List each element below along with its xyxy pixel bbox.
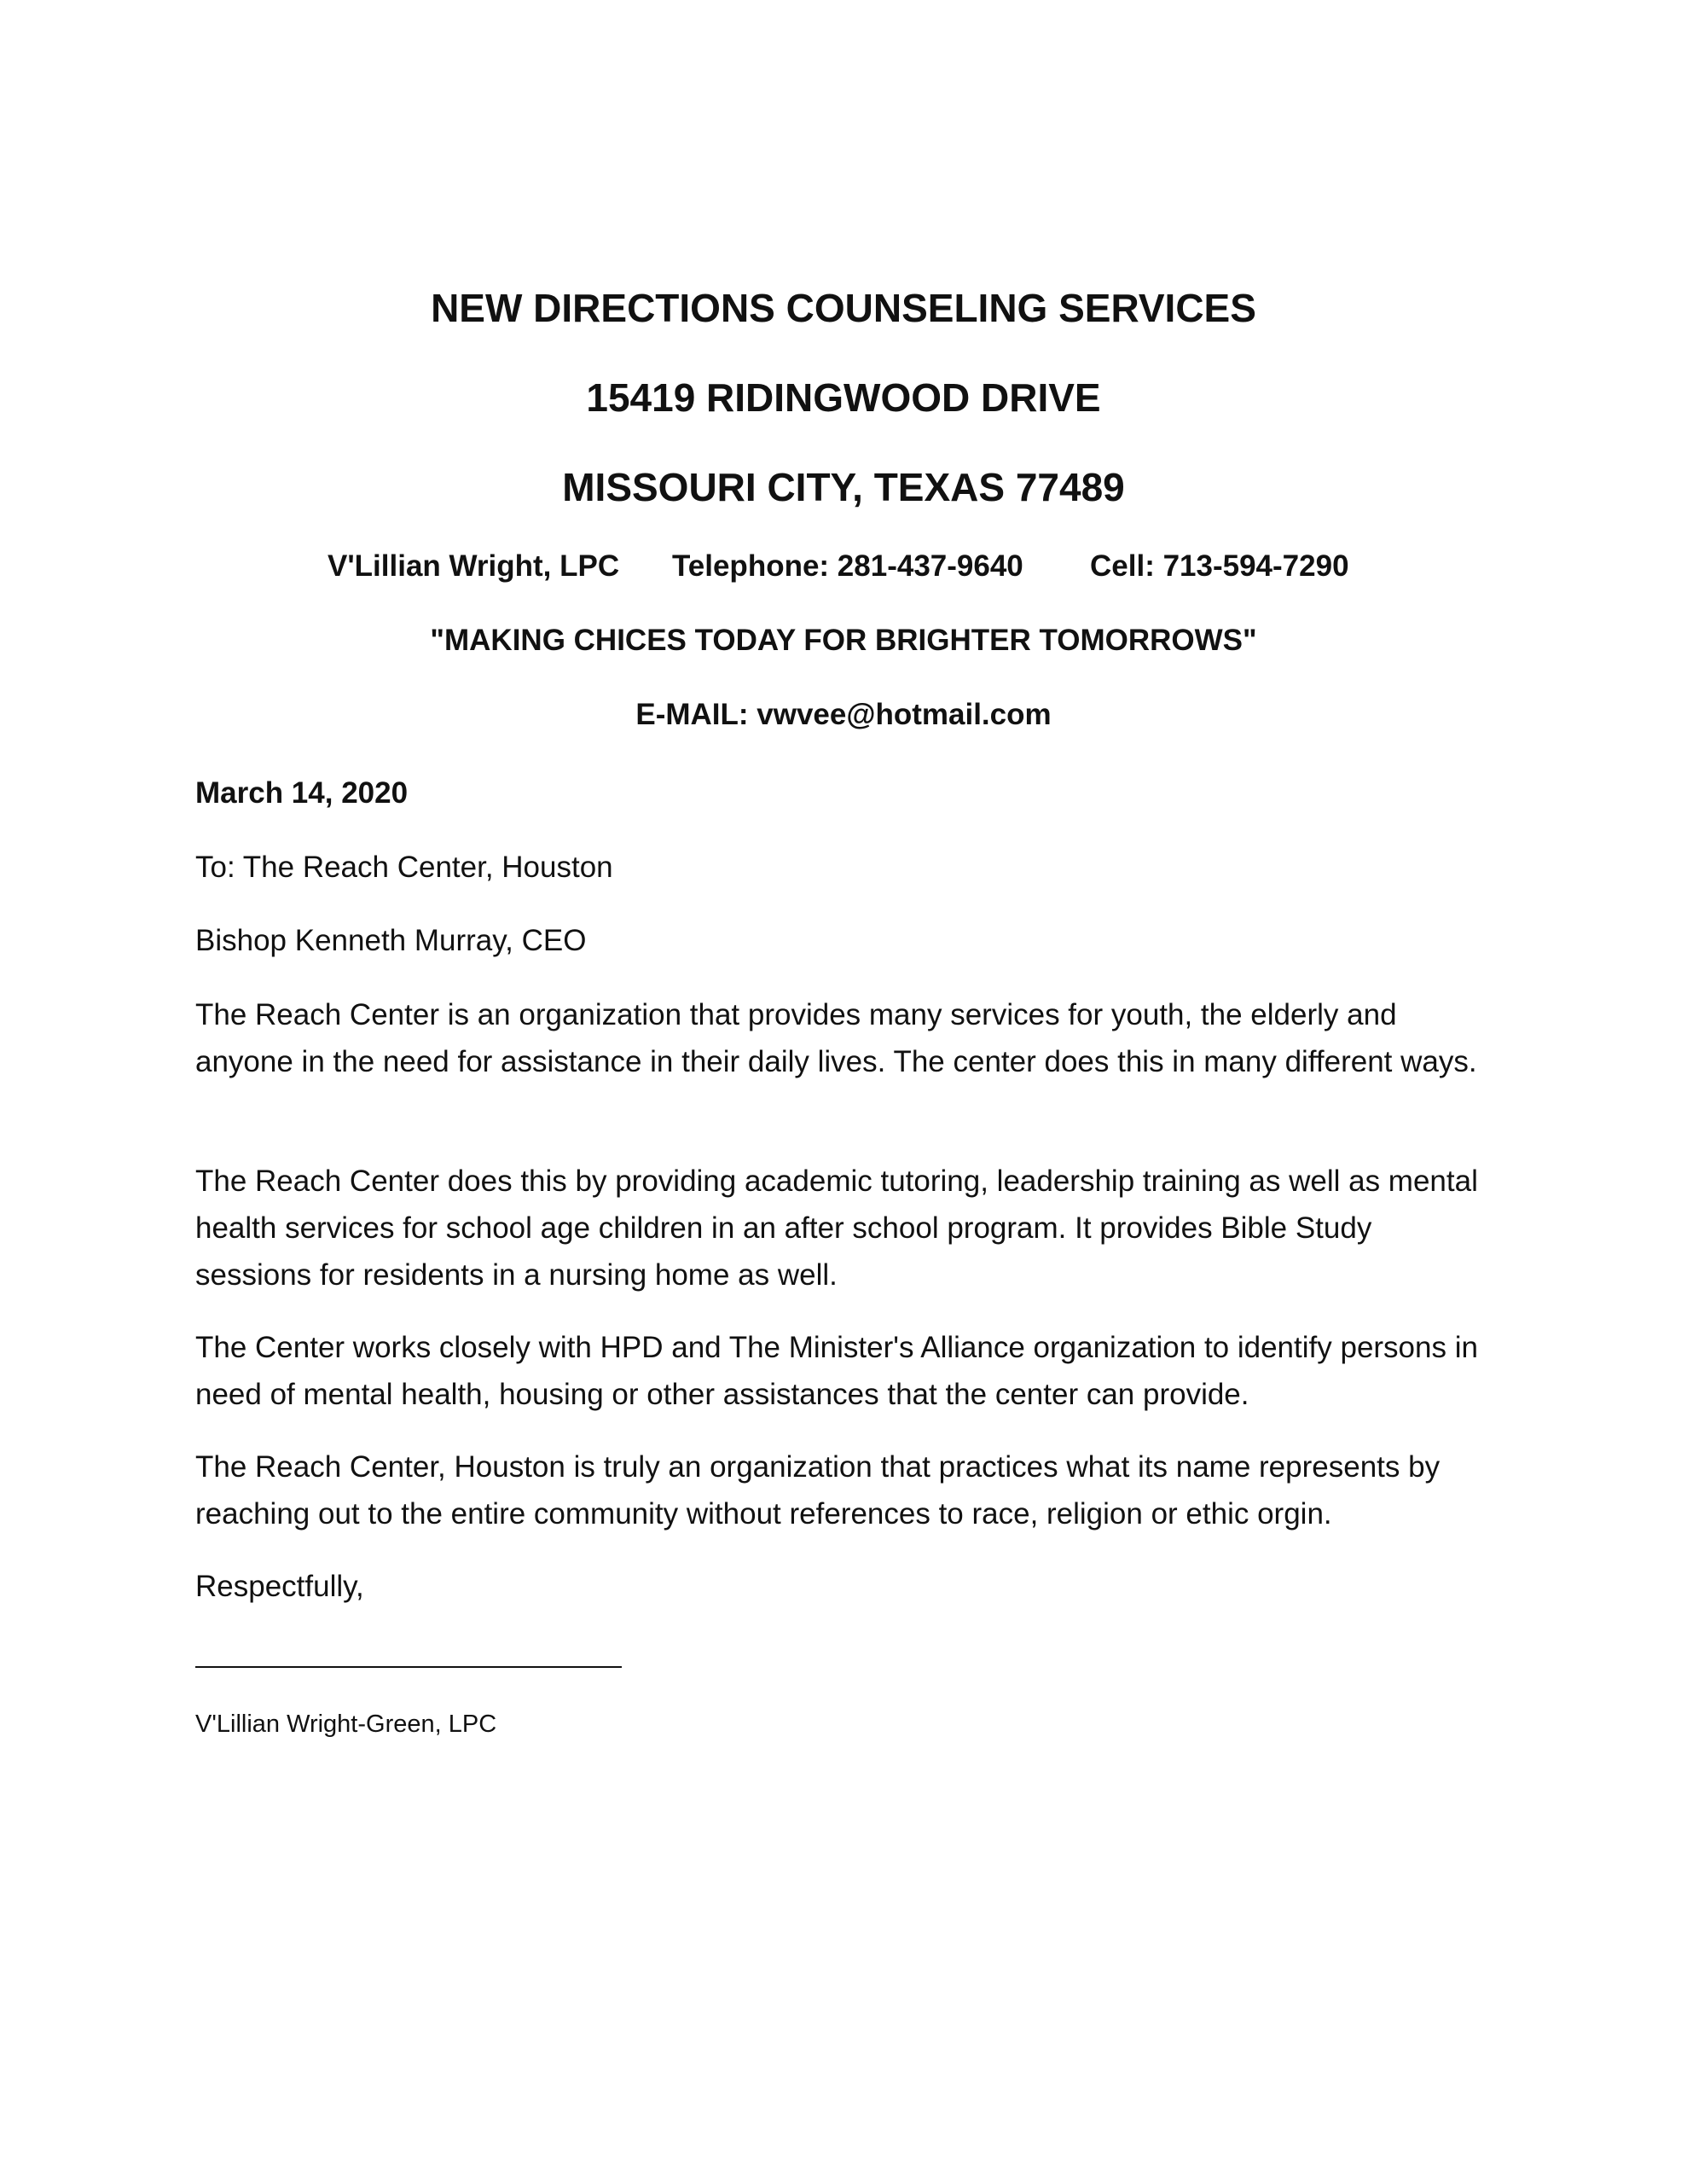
cell-number: Cell: 713-594-7290 xyxy=(1090,549,1349,583)
city-state-zip: MISSOURI CITY, TEXAS 77489 xyxy=(562,465,1125,509)
signature-name: V'Lillian Wright-Green, LPC xyxy=(195,1711,497,1738)
motto: "MAKING CHICES TODAY FOR BRIGHTER TOMORROWS" xyxy=(430,624,1257,657)
street-address: 15419 RIDINGWOOD DRIVE xyxy=(586,375,1101,420)
paragraph-3: The Center works closely with HPD and The Minister's Alliance organization to identify persons in need of mental health, housing or other assistances that the center can provide. xyxy=(195,1331,1478,1411)
email-address: E-MAIL: vwvee@hotmail.com xyxy=(635,698,1052,731)
paragraph-4: The Reach Center, Houston is truly an organization that practices what its name represents by reaching out to the entire community without references to race, religion or ethic orgin. xyxy=(195,1450,1441,1531)
letter-date: March 14, 2020 xyxy=(195,776,409,810)
signature-line xyxy=(195,1666,622,1668)
recipient-person: Bishop Kenneth Murray, CEO xyxy=(195,924,587,957)
closing: Respectfully, xyxy=(195,1570,364,1603)
paragraph-2: The Reach Center does this by providing academic tutoring, leadership training as well as mental health services for school age children in an after school program. It provides Bible Study sessions for residents in a nursing home as well. xyxy=(195,1165,1478,1292)
paragraph-1: The Reach Center is an organization that provides many services for youth, the elderly and anyone in the need for assistance in their daily lives. The center does this in many different ways. xyxy=(195,998,1477,1078)
organization-name: NEW DIRECTIONS COUNSELING SERVICES xyxy=(431,286,1256,330)
contact-name: V'Lillian Wright, LPC xyxy=(328,549,620,583)
telephone-number: Telephone: 281-437-9640 xyxy=(672,549,1023,583)
recipient-organization: To: The Reach Center, Houston xyxy=(195,851,613,884)
